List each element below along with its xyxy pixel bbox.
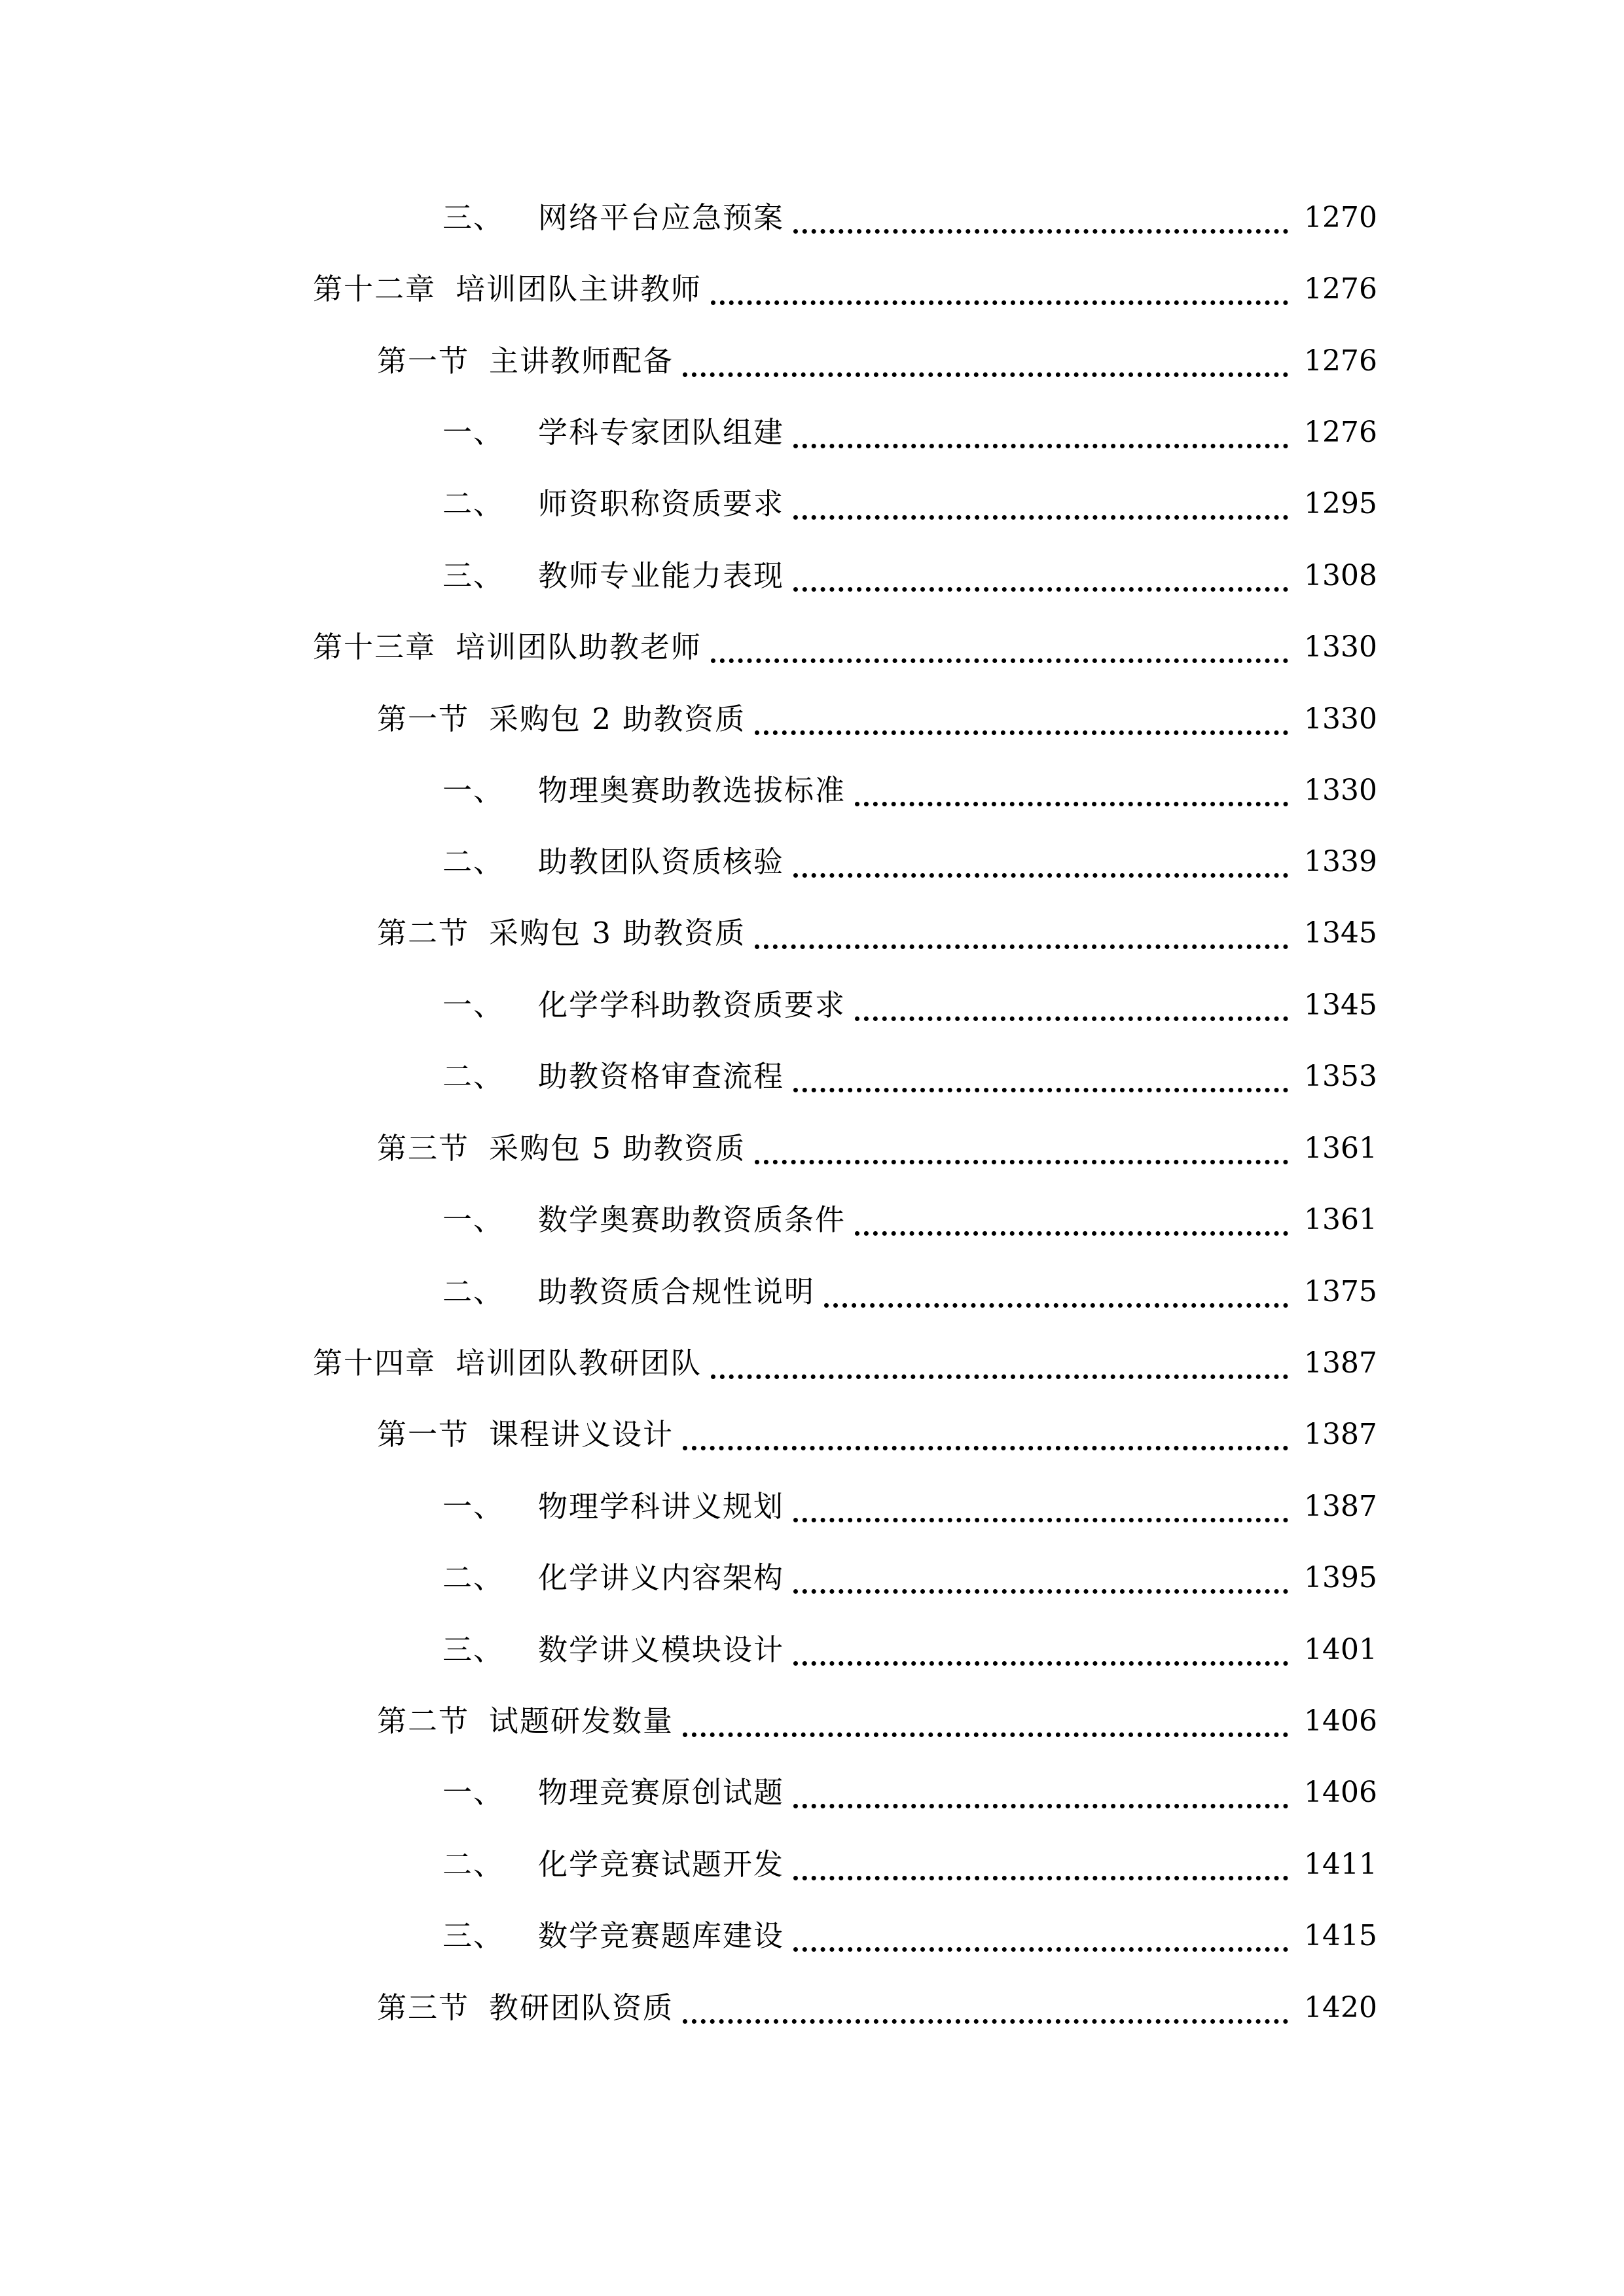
toc-entry-page: 1395 [1304,1561,1377,1594]
toc-entry-title: 物理竞赛原创试题 [538,1775,785,1810]
toc-entry-number: 二、 [442,1847,505,1882]
toc-entry-page: 1420 [1304,1991,1377,2024]
dot-leader [755,944,1288,949]
toc-entry-page: 1361 [1304,1203,1377,1236]
toc-entry-number: 一、 [442,988,505,1022]
toc-entry-page: 1330 [1304,774,1377,807]
toc-entry-title: 数学竞赛题库建设 [538,1918,785,1953]
toc-entry-title: 物理学科讲义规划 [538,1489,785,1524]
toc-entry-label [442,1552,784,1604]
toc-entry-number: 三、 [442,558,505,593]
toc-entry[interactable] [442,1767,1377,1819]
toc-entry-number: 第二节 [377,916,470,950]
toc-entry-page: 1330 [1304,702,1377,736]
toc-entry-page: 1345 [1304,988,1377,1022]
toc-entry-title: 助教资质合规性说明 [538,1274,816,1309]
toc-entry-number: 二、 [442,486,505,521]
toc-entry-title: 助教团队资质核验 [538,844,785,879]
toc-entry[interactable] [377,1122,1377,1175]
toc-entry-page: 1295 [1304,487,1377,520]
dot-leader [755,730,1288,735]
dot-leader [793,229,1288,234]
toc-entry-label [442,1194,846,1246]
toc-entry-label [313,263,702,315]
toc-entry-page: 1330 [1304,630,1377,664]
toc-entry-title: 师资职称资质要求 [538,486,785,521]
toc-entry-title: 培训团队主讲教师 [456,272,702,306]
toc-entry[interactable] [442,478,1377,530]
toc-entry-title: 化学竞赛试题开发 [538,1847,785,1882]
toc-entry-number: 三、 [442,200,505,235]
toc-entry-title: 培训团队助教老师 [456,630,702,664]
toc-entry-label [442,478,784,530]
toc-entry-label [442,1839,784,1891]
toc-entry-number: 第十三章 [313,630,437,664]
dot-leader [793,1661,1288,1666]
toc-entry[interactable] [442,1624,1377,1676]
toc-entry-number: 第三节 [377,1131,470,1166]
toc-entry[interactable] [442,1480,1377,1533]
toc-entry-label [442,1266,815,1318]
dot-leader [793,515,1288,520]
toc-entry[interactable] [442,1910,1377,1962]
toc-entry[interactable] [442,1552,1377,1604]
toc-entry-label [377,693,746,745]
toc-entry-page: 1415 [1304,1919,1377,1952]
toc-entry-title: 采购包 5 助教资质 [489,1131,746,1166]
dot-leader [793,587,1288,592]
toc-entry-number: 一、 [442,773,505,808]
toc-entry-number: 二、 [442,1059,505,1094]
toc-entry[interactable] [442,550,1377,602]
dot-leader [711,658,1288,663]
toc-entry-title: 主讲教师配备 [489,344,674,378]
toc-entry-number: 第一节 [377,1417,470,1452]
toc-entry-label [442,406,784,459]
dot-leader [683,1732,1288,1737]
toc-entry[interactable] [442,764,1377,817]
toc-entry-page: 1375 [1304,1275,1377,1308]
toc-entry[interactable] [377,907,1377,960]
toc-entry[interactable] [442,1050,1377,1103]
toc-entry-number: 三、 [442,1918,505,1953]
toc-entry-title: 学科专家团队组建 [538,415,785,450]
toc-entry-number: 第十二章 [313,272,437,306]
toc-entry-title: 试题研发数量 [489,1704,674,1738]
toc-entry-page: 1276 [1304,344,1377,378]
toc-entry-number: 一、 [442,1489,505,1524]
dot-leader [755,1160,1288,1164]
toc-entry-page: 1353 [1304,1060,1377,1093]
toc-entry-page: 1276 [1304,416,1377,449]
toc-entry-page: 1270 [1304,201,1377,234]
toc-entry-label [442,1050,784,1103]
toc-entry-label [442,764,846,817]
dot-leader [793,1088,1288,1092]
toc-entry-page: 1387 [1304,1346,1377,1380]
toc-entry-label [442,1910,784,1962]
toc-entry-number: 二、 [442,844,505,879]
toc-entry-title: 网络平台应急预案 [538,200,785,235]
toc-entry-label [377,335,674,387]
toc-entry[interactable] [442,1194,1377,1246]
toc-entry-label [377,1122,746,1175]
toc-entry-label [377,1982,674,2034]
toc-entry-page: 1345 [1304,916,1377,950]
toc-entry-label [313,1337,702,1390]
toc-entry[interactable] [442,192,1377,244]
toc-entry-page: 1387 [1304,1418,1377,1451]
dot-leader [683,1446,1288,1450]
toc-entry-number: 第三节 [377,1990,470,2025]
toc-entry[interactable] [377,1695,1377,1748]
toc-entry-title: 教研团队资质 [489,1990,674,2025]
toc-entry[interactable] [442,406,1377,459]
toc-entry[interactable] [377,335,1377,387]
dot-leader [793,1876,1288,1880]
toc-entry-number: 第二节 [377,1704,470,1738]
toc-entry-number: 第一节 [377,344,470,378]
toc-entry-label [377,907,746,960]
toc-entry[interactable] [377,1982,1377,2034]
toc-entry-number: 第一节 [377,702,470,736]
toc-entry-page: 1276 [1304,272,1377,306]
dot-leader [683,2019,1288,2024]
toc-entry-title: 培训团队教研团队 [456,1346,702,1380]
toc-entry-title: 采购包 3 助教资质 [489,916,746,950]
toc-entry[interactable] [313,1337,1377,1390]
toc-entry[interactable] [377,693,1377,745]
toc-entry-page: 1406 [1304,1776,1377,1809]
toc-entry-page: 1308 [1304,559,1377,592]
dot-leader [793,1589,1288,1594]
toc-entry-label [442,1624,784,1676]
dot-leader [793,1804,1288,1808]
toc-entry[interactable] [313,263,1377,315]
toc-entry-page: 1406 [1304,1704,1377,1738]
toc-entry-title: 化学学科助教资质要求 [538,988,846,1022]
toc-entry-title: 数学讲义模块设计 [538,1632,785,1667]
toc-entry-label [377,1695,674,1748]
toc-entry-label [442,1767,784,1819]
dot-leader [793,1947,1288,1952]
toc-entry[interactable] [313,621,1377,673]
toc-entry[interactable] [442,979,1377,1031]
toc-entry[interactable] [442,1266,1377,1318]
toc-entry-title: 教师专业能力表现 [538,558,785,593]
toc-entry-label [313,621,702,673]
toc-entry-label [442,550,784,602]
toc-entry-title: 化学讲义内容架构 [538,1560,785,1595]
toc-entry-title: 物理奥赛助教选拔标准 [538,773,846,808]
toc-entry-page: 1361 [1304,1132,1377,1165]
toc-entry-page: 1411 [1304,1848,1377,1881]
toc-entry-number: 一、 [442,1775,505,1810]
dot-leader [711,1374,1288,1379]
dot-leader [793,1518,1288,1522]
toc-entry[interactable] [442,1839,1377,1891]
toc-entry-page: 1387 [1304,1490,1377,1523]
toc-entry-label [442,1480,784,1533]
dot-leader [711,300,1288,305]
toc-entry-number: 二、 [442,1274,505,1309]
toc-entry-title: 采购包 2 助教资质 [489,702,746,736]
dot-leader [855,802,1288,806]
dot-leader [824,1303,1288,1308]
toc-entry-label [442,979,846,1031]
toc-entry-number: 第十四章 [313,1346,437,1380]
toc-entry-number: 三、 [442,1632,505,1667]
toc-entry-number: 二、 [442,1560,505,1595]
dot-leader [855,1016,1288,1021]
toc-entry-title: 数学奥赛助教资质条件 [538,1202,846,1237]
toc-entry-title: 助教资格审查流程 [538,1059,785,1094]
toc-entry-number: 一、 [442,415,505,450]
dot-leader [793,873,1288,878]
toc-entry-title: 课程讲义设计 [489,1417,674,1452]
toc-entry-number: 一、 [442,1202,505,1237]
dot-leader [683,372,1288,377]
toc-entry-page: 1339 [1304,845,1377,878]
dot-leader [793,444,1288,448]
toc-entry-label [442,836,784,888]
toc-entry[interactable] [442,836,1377,888]
toc-entry[interactable] [377,1408,1377,1461]
toc-entry-label [377,1408,674,1461]
toc-entry-label [442,192,784,244]
dot-leader [855,1231,1288,1236]
toc-entry-page: 1401 [1304,1633,1377,1666]
